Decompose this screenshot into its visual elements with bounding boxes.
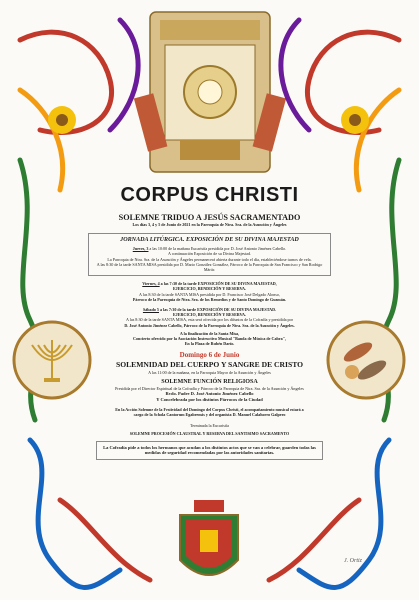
sabado-l7: En la Plaza de Rubén Darío. <box>184 341 235 347</box>
flower-left-icon <box>48 106 76 134</box>
artist-signature: J. Ortiz <box>344 558 362 564</box>
funcion-l1: Presidida por el Director Espiritual de la Cofradía y Párroco de la Parroquia de Ntra. Sra. de la Asunción y Ángeles <box>115 386 304 392</box>
sabado-l1: a las 7:30 de la tarde EXPOSICIÓN DE SU DIVINA MAJESTAD. <box>160 307 277 313</box>
viernes-label: Viernes, 4 <box>142 281 160 287</box>
viernes-l3: A las 8:30 de la tarde SANTA MISA presidida por D. Francisco José Delgado Alonso, <box>139 291 280 297</box>
viernes-l4: Párroco de la Parroquia de Ntra. Sra. de los Remedios y de Santo Domingo de Guzmán. <box>132 296 287 302</box>
fish-bread-medallion <box>328 322 404 398</box>
viernes-l2: EJERCICIO, BENDICIÓN Y RESERVA. <box>172 286 247 292</box>
final-note: La Cofradía pide a todos los hermanos que acudan a los distintos actos que se van a celebrar, guarden todas las medidas de seguridad recomendadas por las autoridades sanitarias. <box>96 441 323 460</box>
sabado-l3: A las 8:30 de la tarde SANTA MISA, esta será ofrecida por los difuntos de la Cofradía y presidida por <box>125 317 294 323</box>
page-title: CORPUS CHRISTI <box>120 184 299 206</box>
funcion-heading: SOLEMNE FUNCIÓN RELIGIOSA <box>161 379 258 386</box>
jornada-line2: A continuación Exposición de su Divina Majestad. <box>167 251 252 257</box>
sabado-section <box>88 307 331 346</box>
sabado-l6: Concierto ofrecido por la Asociación Instructivo Musical "Banda de Música de Cabra", <box>133 336 286 342</box>
jueves-text: a las 10:00 de la mañana Eucaristía presidida por D. José Antonio Jiménez Cabello. <box>149 246 287 252</box>
coat-of-arms <box>180 500 238 575</box>
terminada-text: Terminada la Eucaristía <box>190 422 229 428</box>
sabado-l5: A la finalización de la Santa Misa, <box>179 330 240 336</box>
jornada-box <box>88 233 331 276</box>
jornada-line4: A las 8:30 de la tarde SANTA MISA presidida por D. Mario González González, Párroco de la Parroquia de San Francisco y San Rodrigo Mártir. <box>96 261 323 273</box>
sabado-l2: EJERCICIO, BENDICIÓN Y RESERVA. <box>172 312 247 318</box>
triduo-heading: SOLEMNE TRIDUO A JESÚS SACRAMENTADO <box>118 213 301 222</box>
extra-l1: En la Acción Solemne de la Festividad del Domingo del Corpus Christi, el acompañamiento musical estará a <box>115 407 304 413</box>
viernes-l1: a las 7:30 de la tarde EXPOSICIÓN DE SU DIVINA MAJESTAD, <box>160 281 277 287</box>
viernes-section <box>88 281 331 302</box>
solemnidad-heading: SOLEMNIDAD DEL CUERPO Y SANGRE DE CRISTO <box>115 360 304 370</box>
extra-l2: cargo de la Schola Cantorum Egabrensis y del organista D. Manuel Calahorro Galpero <box>133 412 286 418</box>
content <box>88 184 331 460</box>
triduo-dates: Los días 3, 4 y 5 de Junio de 2021 en la Parroquia de Ntra. Sra. de la Asunción y Ángeles <box>132 222 287 227</box>
menorah-medallion <box>14 322 90 398</box>
sabado-label: Sábado 5 <box>142 307 159 313</box>
domingo-heading: Domingo 6 de Junio <box>179 351 240 360</box>
flower-right-icon <box>341 106 369 134</box>
jueves-label: Jueves, 3 <box>132 246 149 252</box>
sabado-l4: D. José Antonio Jiménez Cabello, Párroco de la Parroquia de Ntra. Sra. de la Asunción y Ángeles. <box>124 322 295 328</box>
solemnidad-time: A las 11:00 de la mañana, en la Parroquia Mayor de la Asunción y Ángeles <box>148 369 271 375</box>
funcion-l3: Y Concelebrada por los distintos Párrocos de la Ciudad <box>156 396 263 402</box>
custodia-illustration <box>134 12 286 172</box>
jornada-line3: La Parroquia de Ntra. Sra. de la Asunción y Ángeles permanecerá abierta durante todo el día, estableciéndose turnos de vela. <box>107 256 312 262</box>
funcion-l2: Rvdo. Padre D. José Antonio Jiménez Cabello <box>165 391 254 397</box>
procesion-text: SOLEMNE PROCESIÓN CLAUSTRAL Y RESERVA DEL SANTISIMO SACRAMENTO <box>129 430 290 436</box>
jornada-heading: JORNADA LITÚRGICA. EXPOSICIÓN DE SU DIVINA MAJESTAD <box>120 237 299 244</box>
